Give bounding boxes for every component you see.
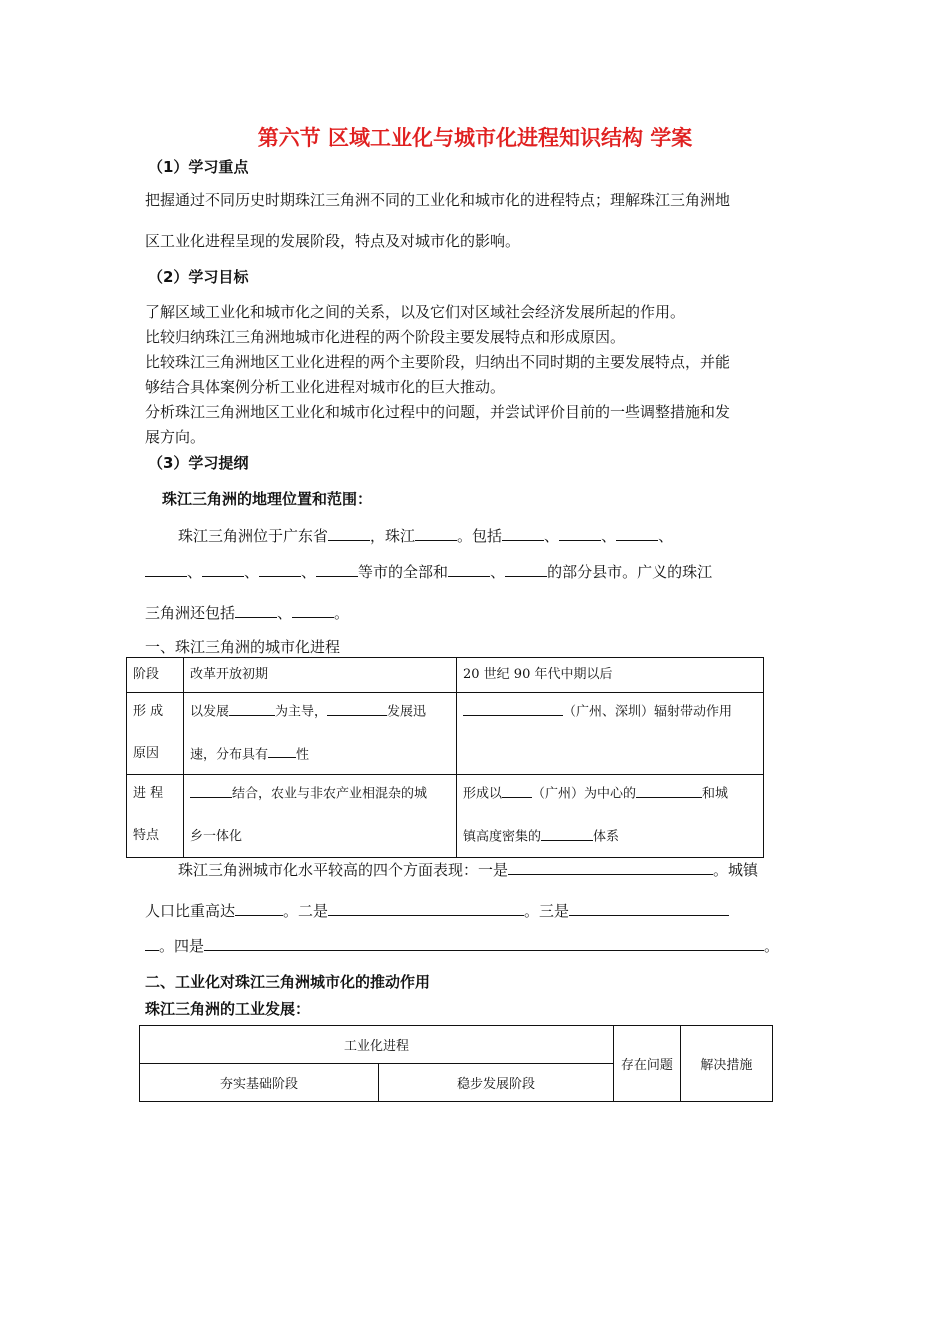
table-cell: 存在问题	[614, 1026, 681, 1102]
text: 。三是	[524, 901, 570, 920]
text: 、	[187, 562, 203, 581]
text: 珠江三角洲城市化水平较高的四个方面表现：一是	[178, 860, 509, 879]
cell-text	[463, 701, 757, 724]
question-line-1	[178, 858, 758, 880]
text: 人口比重高达	[145, 901, 236, 920]
blank	[616, 524, 658, 541]
table-cell: 20 世纪 90 年代中期以后	[457, 658, 764, 693]
text: 。	[334, 603, 350, 622]
blank	[328, 899, 524, 916]
cell-text	[190, 783, 450, 806]
row-label: 形 成	[133, 704, 164, 719]
text: 。城镇	[713, 860, 759, 879]
blank	[292, 601, 334, 618]
subheading-industry: 珠江三角洲的工业发展：	[145, 1000, 311, 1018]
blank	[229, 701, 275, 716]
blank	[328, 524, 370, 541]
blank	[502, 524, 544, 541]
blank	[235, 601, 277, 618]
blank	[448, 560, 490, 577]
table-row	[127, 658, 764, 693]
table-cell: 阶段	[127, 658, 184, 693]
text: 为主导，	[275, 704, 328, 720]
blank	[541, 826, 593, 841]
table-cell: 夯实基础阶段	[140, 1064, 379, 1102]
table-cell	[457, 693, 764, 775]
blank	[202, 560, 244, 577]
cell-text	[463, 783, 757, 806]
heading-key-points: （1）学习重点	[148, 158, 249, 176]
text: 速，分布具有	[190, 747, 269, 763]
text: 。二是	[283, 901, 329, 920]
blank	[235, 899, 283, 916]
blank	[508, 858, 713, 875]
text: 、	[277, 603, 293, 622]
blank	[190, 783, 232, 798]
heading-outline: （3）学习提纲	[148, 454, 249, 472]
text: 、	[301, 562, 317, 581]
objective-line: 分析珠江三角洲地区工业化和城市化过程中的问题，并尝试评价目前的一些调整措施和发	[145, 403, 731, 421]
table-row	[127, 775, 764, 857]
cell-text	[190, 701, 450, 724]
table-cell	[184, 693, 457, 775]
table-row	[127, 693, 764, 775]
text: 以发展	[190, 704, 230, 720]
text: 。	[764, 936, 780, 955]
text: 、	[544, 526, 560, 545]
heading-industrialization: 二、工业化对珠江三角洲城市化的推动作用	[145, 973, 431, 991]
table-cell	[184, 775, 457, 857]
text: 和城	[702, 786, 729, 802]
industry-table	[139, 1025, 773, 1102]
fill-line-1	[178, 524, 673, 546]
text: 、	[490, 562, 506, 581]
text: 发展迅	[387, 704, 427, 720]
blank	[636, 783, 702, 798]
key-points-line-2: 区工业化进程呈现的发展阶段，特点及对城市化的影响。	[145, 232, 521, 250]
text: 形成以	[463, 786, 503, 802]
objective-line: 了解区域工业化和城市化之间的关系，以及它们对区域社会经济发展所起的作用。	[145, 303, 686, 321]
text: （广州）为中心的	[532, 786, 637, 802]
text: 、	[601, 526, 617, 545]
text: 珠江三角洲位于广东省	[178, 526, 329, 545]
cell-text: 乡一体化	[190, 828, 243, 844]
table-cell: 改革开放初期	[184, 658, 457, 693]
table-cell: 解决措施	[680, 1026, 772, 1102]
blank	[327, 701, 387, 716]
objective-line: 够结合具体案例分析工业化进程对城市化的巨大推动。	[145, 378, 506, 396]
table-cell	[457, 775, 764, 857]
text: 性	[296, 747, 310, 763]
blank	[316, 560, 358, 577]
question-line-2	[145, 899, 729, 921]
blank	[259, 560, 301, 577]
text: 镇高度密集的	[463, 829, 542, 845]
text: （广州、深圳）辐射带动作用	[563, 704, 733, 720]
objective-line: 比较珠江三角洲地区工业化进程的两个主要阶段，归纳出不同时期的主要发展特点，并能	[145, 353, 731, 371]
text: 体系	[593, 829, 620, 845]
text: 三角洲还包括	[145, 603, 236, 622]
blank	[145, 934, 159, 951]
text: 、	[244, 562, 260, 581]
blank	[204, 934, 764, 951]
blank	[502, 783, 532, 798]
blank	[505, 560, 547, 577]
blank	[569, 899, 729, 916]
row-label: 原因	[133, 746, 160, 761]
table-cell: 稳步发展阶段	[379, 1064, 614, 1102]
table-cell	[127, 693, 184, 775]
table-cell: 工业化进程	[140, 1026, 614, 1064]
blank	[463, 701, 563, 716]
question-line-3	[145, 934, 779, 956]
row-label: 进 程	[133, 786, 164, 802]
text: 的部分县市。广义的珠江	[547, 562, 713, 581]
text: 结合，农业与非农产业相混杂的城	[232, 786, 428, 802]
text: 。四是	[159, 936, 205, 955]
urbanization-table	[126, 657, 764, 858]
page-title: 第六节 区域工业化与城市化进程知识结构 学案	[257, 126, 693, 150]
text: 、	[658, 526, 674, 545]
objective-line: 展方向。	[145, 428, 206, 446]
key-points-line-1: 把握通过不同历史时期珠江三角洲不同的工业化和城市化的进程特点；理解珠江三角洲地	[145, 191, 731, 209]
blank	[268, 744, 296, 759]
subheading-location: 珠江三角洲的地理位置和范围：	[162, 490, 373, 508]
row-label: 特点	[133, 828, 160, 844]
heading-urbanization: 一、珠江三角洲的城市化进程	[145, 638, 341, 656]
objective-line: 比较归纳珠江三角洲地城市化进程的两个阶段主要发展特点和形成原因。	[145, 328, 626, 346]
blank	[559, 524, 601, 541]
text: 。包括	[457, 526, 503, 545]
text: 等市的全部和	[358, 562, 449, 581]
cell-text	[463, 826, 757, 849]
blank	[415, 524, 457, 541]
heading-objectives: （2）学习目标	[148, 268, 249, 286]
cell-text	[190, 744, 450, 767]
fill-line-2	[145, 560, 712, 582]
fill-line-3	[145, 601, 349, 623]
table-cell	[127, 775, 184, 857]
blank	[145, 560, 187, 577]
text: ，珠江	[370, 526, 416, 545]
table-row	[140, 1026, 773, 1064]
